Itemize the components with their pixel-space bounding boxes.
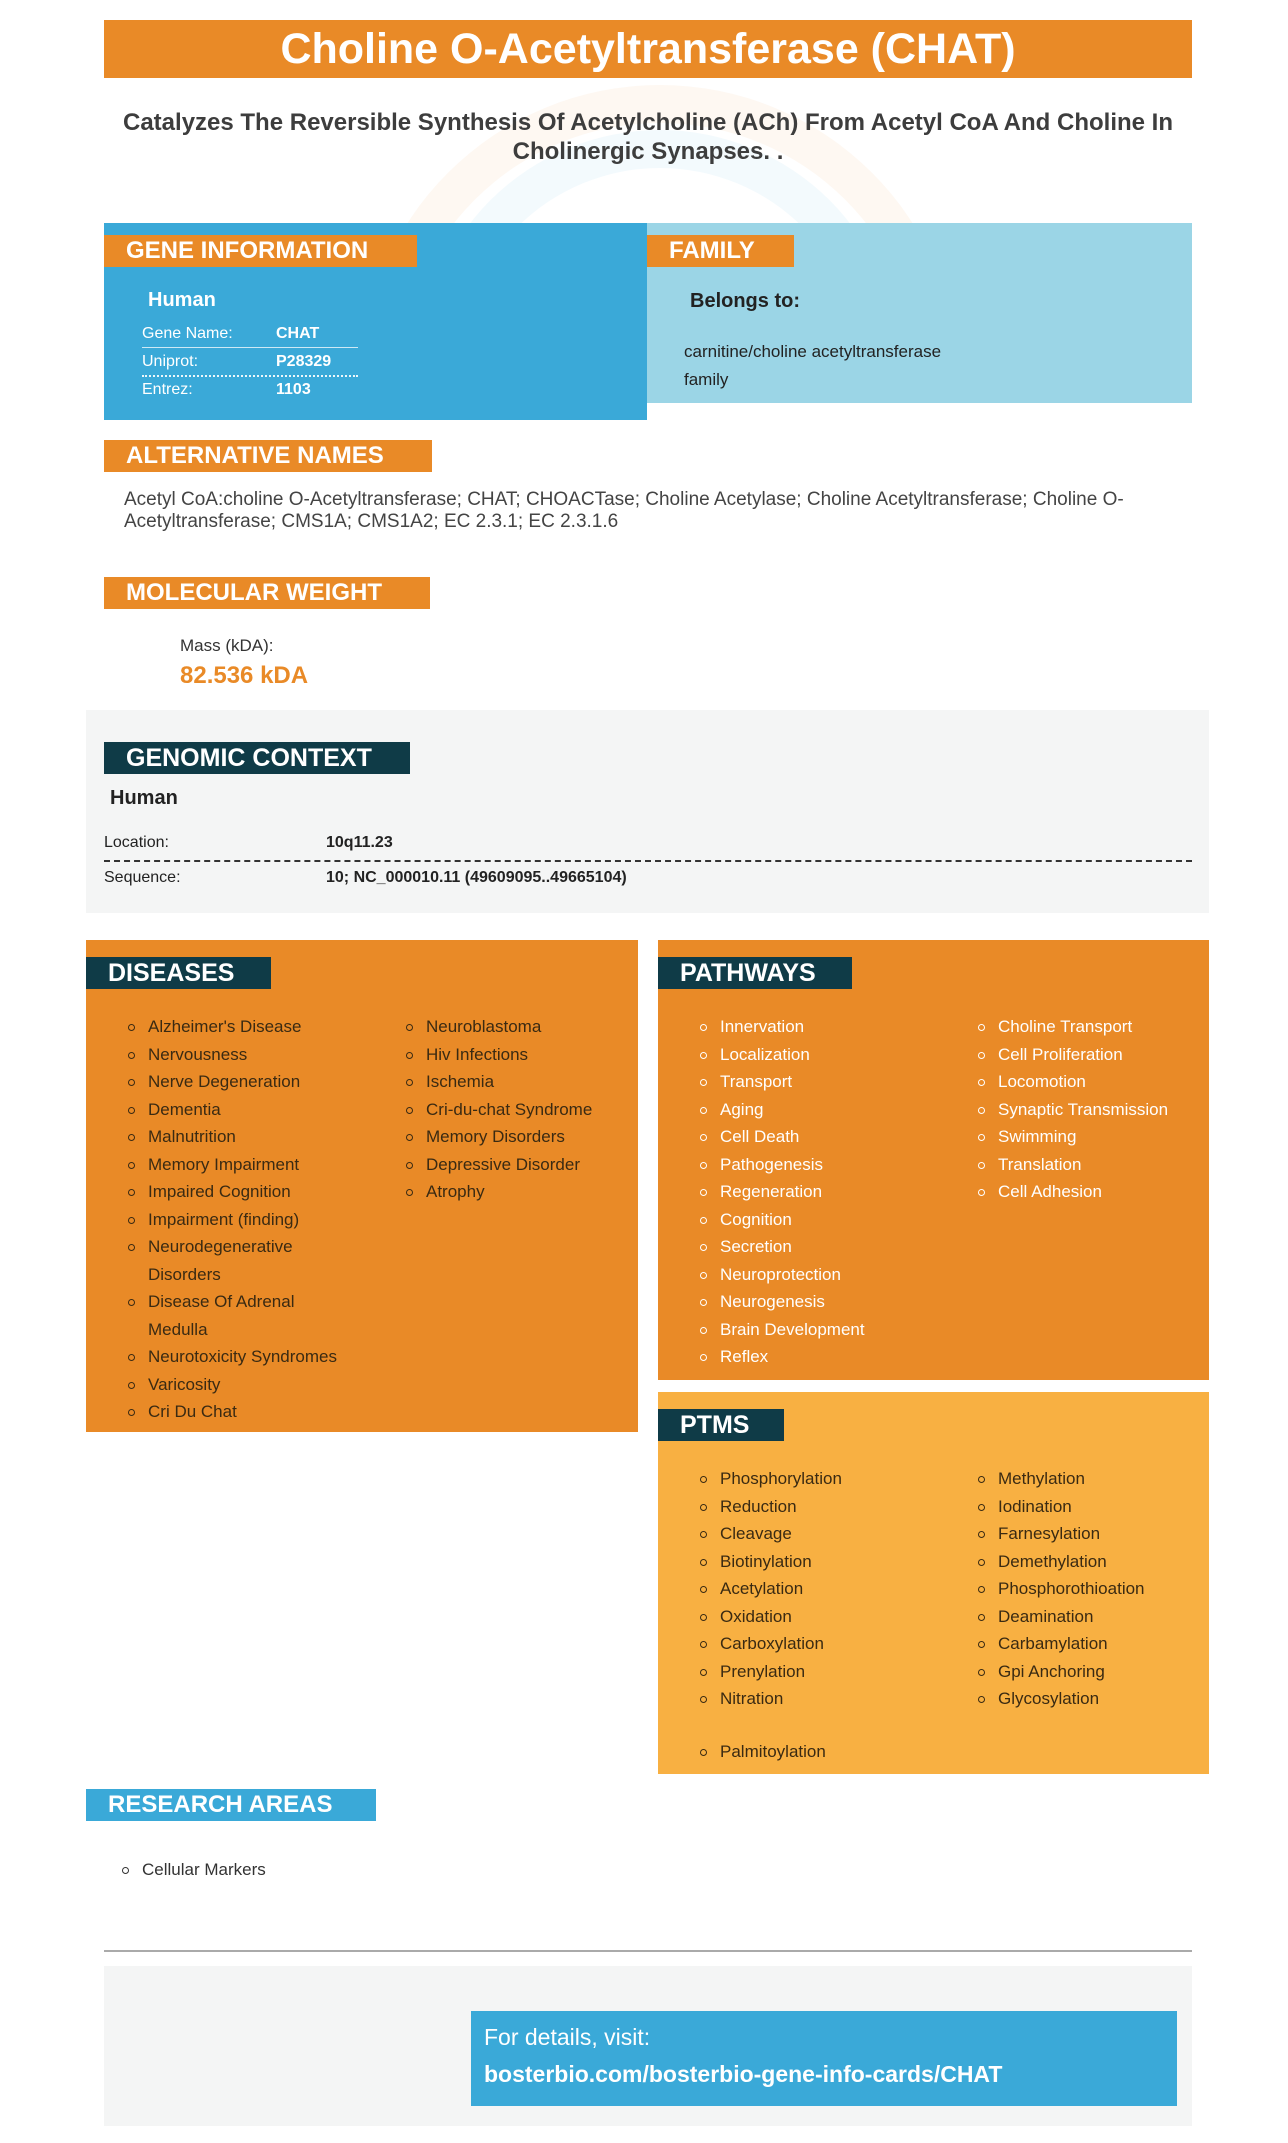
uniprot-row <box>142 349 358 377</box>
genomic-species: Human <box>110 787 178 809</box>
list-item: Demethylation <box>974 1548 1204 1576</box>
list-item: Memory Impairment <box>124 1151 354 1179</box>
list-item: Impaired Cognition <box>124 1178 354 1206</box>
entrez-value: 1103 <box>276 381 311 398</box>
list-item: Nerve Degeneration <box>124 1068 354 1096</box>
molecular-weight-heading: MOLECULAR WEIGHT <box>104 577 430 609</box>
list-item: Synaptic Transmission <box>974 1096 1204 1124</box>
mass-value: 82.536 kDA <box>180 662 309 689</box>
list-item: Alzheimer's Disease <box>124 1013 354 1041</box>
list-item: Biotinylation <box>696 1548 926 1576</box>
gene-information-heading: GENE INFORMATION <box>104 235 417 267</box>
list-item: Neurodegenerative Disorders <box>124 1233 354 1288</box>
list-item: Nervousness <box>124 1041 354 1069</box>
page-subtitle: Catalyzes The Reversible Synthesis Of Acetylcholine (ACh) From Acetyl CoA And Choline In Cholinergic Synapses. . <box>123 109 1173 165</box>
list-item: Carboxylation <box>696 1630 926 1658</box>
gene-name-value: CHAT <box>276 325 320 342</box>
pathways-list-col2 <box>974 1013 1204 1206</box>
family-label: Belongs to: <box>690 290 800 312</box>
list-item: Cleavage <box>696 1520 926 1548</box>
sequence-row <box>104 861 1192 895</box>
footer-divider <box>104 1950 1192 1952</box>
list-item: Cri-du-chat Syndrome <box>402 1096 632 1124</box>
research-areas-heading: RESEARCH AREAS <box>86 1789 376 1821</box>
list-item: Malnutrition <box>124 1123 354 1151</box>
uniprot-label: Uniprot: <box>142 353 199 370</box>
list-item: Locomotion <box>974 1068 1204 1096</box>
details-caption: For details, visit: <box>484 2024 651 2050</box>
list-item: Palmitoylation <box>696 1738 926 1766</box>
alternative-names-heading: ALTERNATIVE NAMES <box>104 440 432 472</box>
list-item: Choline Transport <box>974 1013 1204 1041</box>
list-item: Hiv Infections <box>402 1041 632 1069</box>
list-item: Pathogenesis <box>696 1151 926 1179</box>
entrez-label: Entrez: <box>142 381 193 398</box>
list-item: Impairment (finding) <box>124 1206 354 1234</box>
genomic-context-heading: GENOMIC CONTEXT <box>104 742 410 774</box>
list-item: Deamination <box>974 1603 1204 1631</box>
list-item: Reduction <box>696 1493 926 1521</box>
list-item: Transport <box>696 1068 926 1096</box>
ptms-list-col1 <box>696 1465 926 1765</box>
list-item: Cell Adhesion <box>974 1178 1204 1206</box>
list-item: Cognition <box>696 1206 926 1234</box>
page-title: Choline O-Acetyltransferase (CHAT) <box>104 20 1192 78</box>
list-item: Secretion <box>696 1233 926 1261</box>
list-item: Cell Proliferation <box>974 1041 1204 1069</box>
list-item: Cri Du Chat <box>124 1398 354 1426</box>
gene-name-row <box>142 321 358 348</box>
alternative-names-text: Acetyl CoA:choline O-Acetyltransferase; CHAT; CHOACTase; Choline Acetylase; Choline Acetyltransferase; Choline O-Acetyltransferase; CMS1A; CMS1A2; EC 2.3.1; EC 2.3.1.6 <box>124 489 1124 532</box>
list-item: Glycosylation <box>974 1685 1204 1713</box>
location-value: 10q11.23 <box>326 834 393 851</box>
list-item: Gpi Anchoring <box>974 1658 1204 1686</box>
list-item: Aging <box>696 1096 926 1124</box>
list-item: Neuroblastoma <box>402 1013 632 1041</box>
list-item: Memory Disorders <box>402 1123 632 1151</box>
pathways-heading: PATHWAYS <box>658 957 852 989</box>
list-item: Neurogenesis <box>696 1288 926 1316</box>
ptms-heading: PTMS <box>658 1409 784 1441</box>
list-item: Cellular Markers <box>118 1856 518 1884</box>
details-url-link[interactable]: bosterbio.com/bosterbio-gene-info-cards/CHAT <box>484 2061 1003 2087</box>
list-item: Neurotoxicity Syndromes <box>124 1343 354 1371</box>
list-item: Regeneration <box>696 1178 926 1206</box>
uniprot-value: P28329 <box>276 353 332 370</box>
family-heading: FAMILY <box>647 235 794 267</box>
sequence-value: 10; NC_000010.11 (49609095..49665104) <box>326 869 627 886</box>
diseases-heading: DISEASES <box>86 957 271 989</box>
list-item: Prenylation <box>696 1658 926 1686</box>
research-areas-list <box>118 1856 518 1884</box>
list-item: Acetylation <box>696 1575 926 1603</box>
list-item: Atrophy <box>402 1178 632 1206</box>
list-item: Disease Of Adrenal Medulla <box>124 1288 354 1343</box>
gene-name-label: Gene Name: <box>142 325 233 342</box>
list-item: Cell Death <box>696 1123 926 1151</box>
list-item: Translation <box>974 1151 1204 1179</box>
diseases-panel <box>86 940 638 1432</box>
diseases-list-col2 <box>402 1013 632 1206</box>
list-item: Neuroprotection <box>696 1261 926 1289</box>
details-link-box[interactable] <box>471 2011 1177 2106</box>
location-row <box>104 826 1192 862</box>
list-item: Oxidation <box>696 1603 926 1631</box>
pathways-panel <box>658 940 1209 1380</box>
list-item: Methylation <box>974 1465 1204 1493</box>
ptms-list-col2 <box>974 1465 1204 1713</box>
list-item: Reflex <box>696 1343 926 1371</box>
sequence-label: Sequence: <box>104 869 181 886</box>
pathways-list-col1 <box>696 1013 926 1371</box>
list-item: Innervation <box>696 1013 926 1041</box>
list-item: Localization <box>696 1041 926 1069</box>
list-item: Ischemia <box>402 1068 632 1096</box>
list-item: Depressive Disorder <box>402 1151 632 1179</box>
list-item: Dementia <box>124 1096 354 1124</box>
list-item: Nitration <box>696 1685 926 1713</box>
list-item: Brain Development <box>696 1316 926 1344</box>
mass-label: Mass (kDA): <box>180 636 274 655</box>
family-value: carnitine/choline acetyltransferase family <box>684 342 942 389</box>
list-item: Phosphorylation <box>696 1465 926 1493</box>
list-item: Swimming <box>974 1123 1204 1151</box>
list-item: Phosphorothioation <box>974 1575 1204 1603</box>
list-item: Carbamylation <box>974 1630 1204 1658</box>
list-item: Farnesylation <box>974 1520 1204 1548</box>
diseases-list-col1 <box>124 1013 354 1426</box>
list-item: Iodination <box>974 1493 1204 1521</box>
ptms-panel <box>658 1392 1209 1774</box>
list-item: Varicosity <box>124 1371 354 1399</box>
location-label: Location: <box>104 834 169 851</box>
entrez-row <box>142 377 358 403</box>
gene-species: Human <box>148 289 216 311</box>
